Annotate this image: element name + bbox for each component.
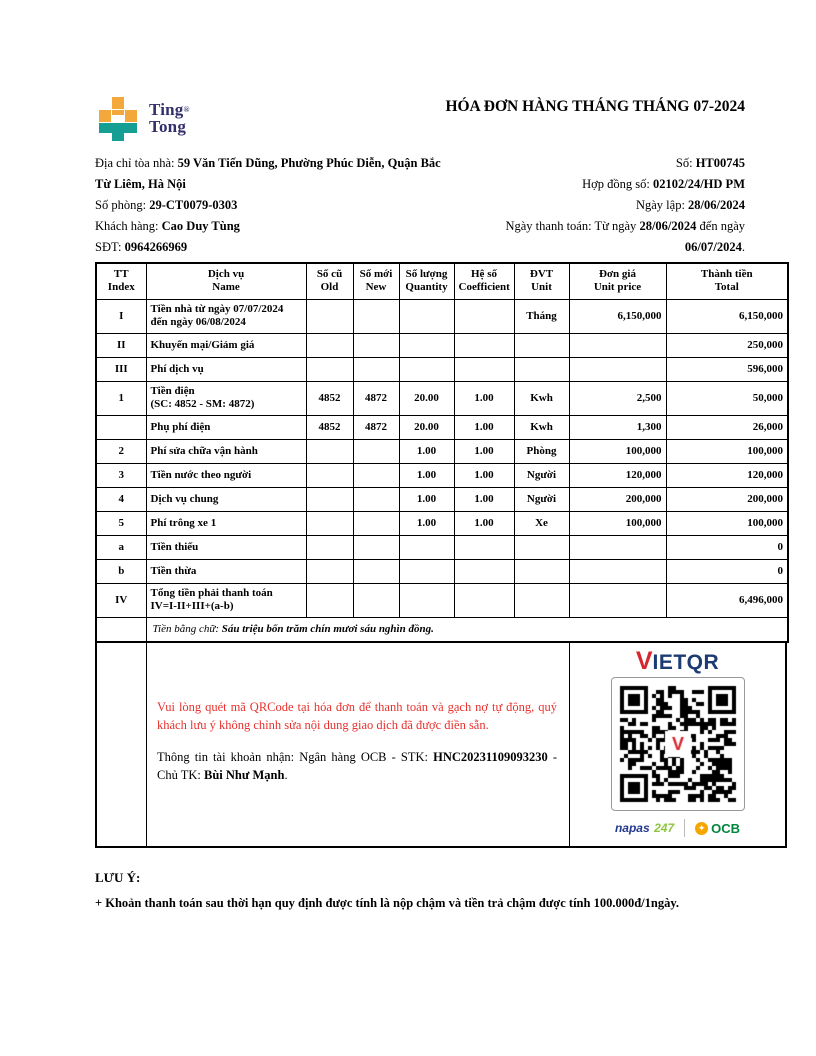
amount-in-words-label: Tiền bằng chữ: [152, 623, 222, 636]
table-cell [514, 333, 569, 357]
table-cell [306, 535, 353, 559]
table-cell: 4 [96, 487, 146, 511]
napas-247: 247 [654, 821, 675, 835]
table-cell: Người [514, 463, 569, 487]
table-cell: 5 [96, 511, 146, 535]
amount-in-words-cell [146, 617, 788, 642]
info-line [95, 195, 449, 216]
vietqr-widget [570, 643, 785, 846]
header-label: Hệ số [471, 268, 497, 281]
table-row [96, 511, 788, 535]
table-cell: 20.00 [399, 415, 454, 439]
table-cell [306, 511, 353, 535]
header-label: Unit price [593, 281, 642, 294]
text-segment: SĐT: [95, 240, 125, 254]
table-cell: I [96, 299, 146, 333]
text-segment: - Chủ TK: [157, 750, 557, 783]
table-cell: 2,500 [569, 381, 666, 415]
service-name-cell [146, 333, 306, 357]
service-name-cell [146, 559, 306, 583]
table-cell: 1.00 [399, 463, 454, 487]
invoice-document [95, 95, 787, 911]
table-cell [306, 439, 353, 463]
table-cell: 4872 [353, 415, 399, 439]
header-label: Số cũ [316, 268, 343, 281]
table-row [96, 299, 788, 333]
header-label: Quantity [405, 281, 448, 294]
text-segment: Số: [675, 156, 696, 170]
service-name-cell [146, 511, 306, 535]
table-cell [306, 357, 353, 381]
table-cell [353, 333, 399, 357]
service-name: Tổng tiền phải thanh toán [150, 587, 273, 599]
charges-table-body [96, 299, 788, 617]
table-cell [306, 559, 353, 583]
table-cell [514, 357, 569, 381]
table-cell [569, 357, 666, 381]
qr-code-frame [611, 677, 745, 811]
charges-table-header [96, 263, 788, 299]
text-segment: . [284, 768, 288, 783]
table-cell [399, 333, 454, 357]
payment-empty-cell [97, 643, 147, 846]
header-label: Đơn giá [599, 268, 636, 281]
header [95, 95, 787, 141]
text-segment: . [741, 240, 745, 254]
header-label: Dịch vụ [207, 268, 245, 281]
tingtong-logo-text [149, 101, 190, 135]
table-cell [353, 583, 399, 617]
header-label: Unit [531, 281, 552, 294]
table-cell: Người [514, 487, 569, 511]
qr-code [616, 682, 740, 806]
table-cell: 1.00 [399, 487, 454, 511]
service-name: Dịch vụ chung [150, 492, 219, 505]
table-cell: 6,496,000 [666, 583, 788, 617]
logo-line1: Ting [149, 100, 184, 119]
text-segment: HNC20231109093230 [433, 750, 548, 765]
table-cell: II [96, 333, 146, 357]
service-name: Phụ phí điện [150, 420, 211, 433]
table-cell [514, 535, 569, 559]
service-name: Phí dịch vụ [150, 362, 204, 375]
service-name: Phí sửa chữa vận hành [150, 444, 258, 457]
header-label: Total [714, 281, 739, 294]
payment-instructions [147, 643, 570, 846]
table-cell: 1.00 [454, 439, 514, 463]
payment-brands [615, 819, 740, 837]
charges-table [95, 262, 789, 643]
amount-in-words-row [96, 617, 788, 642]
table-cell: b [96, 559, 146, 583]
header-label: Old [320, 281, 339, 294]
text-segment: Địa chỉ tòa nhà: [95, 156, 178, 170]
table-cell [353, 439, 399, 463]
table-cell: 4852 [306, 415, 353, 439]
table-cell: 100,000 [569, 439, 666, 463]
ocb-wordmark: OCB [711, 820, 741, 836]
info-line [449, 153, 745, 174]
table-cell [399, 299, 454, 333]
column-header [666, 263, 788, 299]
table-row [96, 381, 788, 415]
table-cell [454, 559, 514, 583]
text-segment: Cao Duy Tùng [161, 219, 240, 233]
napas-logo [615, 819, 674, 837]
service-name: Tiền thiếu [150, 540, 199, 553]
tingtong-logo-icon [95, 95, 141, 141]
info-line [95, 153, 449, 195]
table-cell [454, 583, 514, 617]
text-segment: 02102/24/HD PM [652, 177, 745, 191]
table-cell [454, 333, 514, 357]
payment-section [95, 643, 787, 848]
table-cell [306, 463, 353, 487]
table-cell: 26,000 [666, 415, 788, 439]
qr-warning-text: Vui lòng quét mã QRCode tại hóa đơn để thanh toán và gạch nợ tự động, quý khách lưu ý không chỉnh sửa nội dung giao dịch đã được điền sẵn. [157, 700, 557, 733]
table-cell [353, 487, 399, 511]
table-cell [353, 511, 399, 535]
table-cell: 4872 [353, 381, 399, 415]
table-cell: 1 [96, 381, 146, 415]
logo-reg-mark: ® [183, 105, 190, 114]
table-cell: Xe [514, 511, 569, 535]
table-cell: Phòng [514, 439, 569, 463]
service-name-cell [146, 381, 306, 415]
header-label: TT [113, 268, 129, 281]
brand-divider [684, 819, 685, 837]
header-label: Index [107, 281, 135, 294]
table-cell [353, 535, 399, 559]
table-cell: 120,000 [666, 463, 788, 487]
table-cell [353, 559, 399, 583]
table-cell: 120,000 [569, 463, 666, 487]
table-cell [353, 299, 399, 333]
table-cell: 596,000 [666, 357, 788, 381]
info-line [449, 216, 745, 258]
notes-heading: LƯU Ý: [95, 870, 141, 885]
header-label: Coefficient [458, 281, 510, 294]
table-cell [569, 559, 666, 583]
table-cell [454, 535, 514, 559]
service-name: Tiền nhà từ ngày 07/07/2024 [150, 303, 284, 315]
text-segment: Ngày lập: [635, 198, 689, 212]
column-header [96, 263, 146, 299]
text-segment: Hợp đồng số: [582, 177, 653, 191]
header-label: Số mới [359, 268, 393, 281]
header-label: Thành tiền [700, 268, 753, 281]
table-row [96, 463, 788, 487]
table-cell: Kwh [514, 415, 569, 439]
table-cell [306, 583, 353, 617]
service-name: Tiền nước theo người [150, 468, 252, 481]
table-cell: 20.00 [399, 381, 454, 415]
service-name-cell [146, 357, 306, 381]
table-cell [399, 535, 454, 559]
table-cell: 4852 [306, 381, 353, 415]
service-name: Tiền thừa [150, 564, 197, 577]
service-name-cell [146, 583, 306, 617]
service-name-cell [146, 299, 306, 333]
header-label: New [365, 281, 387, 294]
table-cell: 1.00 [454, 381, 514, 415]
table-row [96, 333, 788, 357]
table-cell: 1.00 [454, 511, 514, 535]
table-cell: 1.00 [399, 439, 454, 463]
table-cell: 6,150,000 [569, 299, 666, 333]
column-header [569, 263, 666, 299]
table-cell [454, 299, 514, 333]
table-row [96, 487, 788, 511]
service-name-line2: IV=I-II+III+(a-b) [150, 600, 234, 612]
service-name-cell [146, 415, 306, 439]
header-label: ĐVT [529, 268, 554, 281]
table-cell: III [96, 357, 146, 381]
info-left-column [95, 153, 449, 258]
ocb-logo [695, 821, 740, 836]
vietqr-logo [636, 649, 719, 675]
table-row [96, 415, 788, 439]
table-cell: 100,000 [569, 511, 666, 535]
text-segment: Số phòng: [95, 198, 150, 212]
table-cell [569, 583, 666, 617]
table-row [96, 535, 788, 559]
ocb-icon: ✦ [695, 822, 708, 835]
table-cell [306, 299, 353, 333]
vietqr-v-glyph: V [635, 647, 653, 675]
text-segment: HT00745 [695, 156, 745, 170]
table-cell [353, 357, 399, 381]
table-cell: 250,000 [666, 333, 788, 357]
table-cell [514, 583, 569, 617]
text-segment: đến ngày [696, 219, 745, 233]
table-cell: 50,000 [666, 381, 788, 415]
info-line [449, 195, 745, 216]
table-cell: 100,000 [666, 511, 788, 535]
header-label: Số lượng [405, 268, 448, 281]
table-cell: a [96, 535, 146, 559]
info-line [95, 216, 449, 237]
table-cell [306, 487, 353, 511]
table-cell: 100,000 [666, 439, 788, 463]
table-cell: 200,000 [666, 487, 788, 511]
account-info-text [157, 748, 557, 784]
table-cell: 6,150,000 [666, 299, 788, 333]
text-segment: 28/06/2024 [639, 219, 697, 233]
text-segment: Ngày thanh toán: Từ ngày [505, 219, 640, 233]
empty-cell [96, 617, 146, 642]
table-cell [353, 463, 399, 487]
service-name-cell [146, 535, 306, 559]
service-name-cell [146, 487, 306, 511]
text-segment: Thông tin tài khoản nhận: Ngân hàng OCB - STK: [157, 750, 434, 765]
text-segment: Khách hàng: [95, 219, 162, 233]
header-label: Name [212, 281, 240, 294]
table-cell [306, 333, 353, 357]
column-header [353, 263, 399, 299]
info-line [449, 174, 745, 195]
column-header [146, 263, 306, 299]
text-segment: 0964266969 [124, 240, 188, 254]
logo-line2: Tong [149, 117, 187, 136]
table-row [96, 439, 788, 463]
table-cell [399, 559, 454, 583]
text-segment: 59 Văn Tiến Dũng, Phường Phúc Diễn, Quận Bắc Từ Liêm, Hà Nội [95, 156, 441, 191]
info-right-column [449, 153, 745, 258]
table-cell: 1.00 [454, 415, 514, 439]
column-header [454, 263, 514, 299]
table-cell [96, 415, 146, 439]
text-segment: 29-CT0079-0303 [149, 198, 238, 212]
header-row [96, 263, 788, 299]
table-row [96, 559, 788, 583]
tingtong-logo [95, 95, 190, 141]
amount-in-words-value: Sáu triệu bốn trăm chín mươi sáu nghìn đồng. [221, 623, 434, 636]
invoice-info [95, 153, 787, 258]
table-cell: 1.00 [454, 463, 514, 487]
table-cell: IV [96, 583, 146, 617]
text-segment: 28/06/2024 [688, 198, 745, 212]
service-name-cell [146, 463, 306, 487]
table-cell: 1.00 [399, 511, 454, 535]
table-cell: 0 [666, 559, 788, 583]
table-cell: 200,000 [569, 487, 666, 511]
info-line [95, 237, 449, 258]
column-header [514, 263, 569, 299]
late-payment-note: + Khoản thanh toán sau thời hạn quy định được tính là nộp chậm và tiền trả chậm được tính 100.000đ/1ngày. [95, 896, 680, 910]
text-segment: Bùi Như Mạnh [204, 768, 285, 783]
table-cell: Kwh [514, 381, 569, 415]
table-cell: Tháng [514, 299, 569, 333]
table-cell: 0 [666, 535, 788, 559]
table-row [96, 357, 788, 381]
vietqr-wordmark: IETQR [652, 651, 720, 674]
column-header [399, 263, 454, 299]
text-segment: 06/07/2024 [684, 240, 742, 254]
table-cell [569, 333, 666, 357]
table-cell [569, 535, 666, 559]
service-name-cell [146, 439, 306, 463]
table-cell [514, 559, 569, 583]
service-name: Phí trông xe 1 [150, 516, 217, 529]
service-name: Khuyến mại/Giảm giá [150, 338, 255, 351]
service-name-line2: đến ngày 06/08/2024 [150, 316, 246, 328]
napas-wordmark: napas [614, 821, 650, 835]
table-cell [454, 357, 514, 381]
table-cell [399, 357, 454, 381]
invoice-title: HÓA ĐƠN HÀNG THÁNG THÁNG 07-2024 [445, 98, 745, 115]
table-cell: 1,300 [569, 415, 666, 439]
service-name: Tiền điện [150, 385, 195, 397]
column-header [306, 263, 353, 299]
table-row [96, 583, 788, 617]
table-cell: 2 [96, 439, 146, 463]
table-cell: 3 [96, 463, 146, 487]
service-name-line2: (SC: 4852 - SM: 4872) [150, 398, 255, 410]
table-cell [399, 583, 454, 617]
table-cell: 1.00 [454, 487, 514, 511]
